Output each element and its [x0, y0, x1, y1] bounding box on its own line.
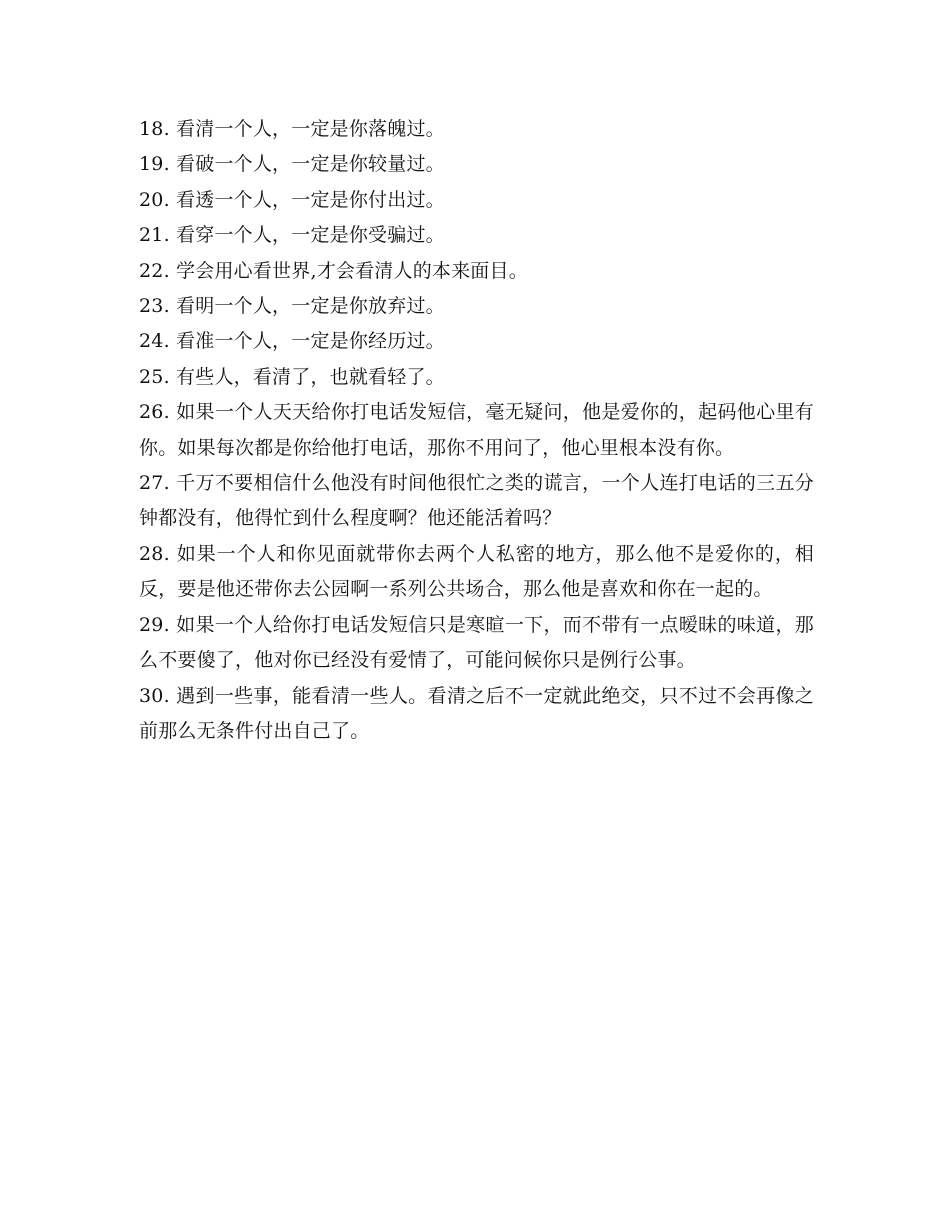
list-item: 28. 如果一个人和你见面就带你去两个人私密的地方，那么他不是爱你的，相反，要是他还带你去公园啊一系列公共场合，那么他是喜欢和你在一起的。 — [139, 542, 814, 601]
list-item: 27. 千万不要相信什么他没有时间他很忙之类的谎言，一个人连打电话的三五分钟都没有，他得忙到什么程度啊？他还能活着吗？ — [139, 472, 814, 530]
list-item: 30. 遇到一些事，能看清一些人。看清之后不一定就此绝交，只不过不会再像之前那么无条件付出自己了。 — [139, 684, 814, 742]
list-item: 26. 如果一个人天天给你打电话发短信，毫无疑问，他是爱你的，起码他心里有你。如果每次都是你给他打电话，那你不用问了，他心里根本没有你。 — [139, 401, 814, 459]
list-item: 22. 学会用心看世界,才会看清人的本来面目。 — [139, 259, 528, 282]
list-item: 21. 看穿一个人，一定是你受骗过。 — [139, 224, 445, 247]
list-item: 24. 看准一个人，一定是你经历过。 — [139, 330, 445, 353]
document-body — [139, 112, 814, 749]
list-item: 20. 看透一个人，一定是你付出过。 — [139, 188, 445, 211]
list-item: 19. 看破一个人，一定是你较量过。 — [139, 153, 445, 176]
list-item: 25. 有些人，看清了，也就看轻了。 — [139, 365, 445, 388]
list-item: 29. 如果一个人给你打电话发短信只是寒暄一下，而不带有一点暧昧的味道，那么不要傻了，他对你已经没有爱情了，可能问候你只是例行公事。 — [139, 613, 814, 672]
list-item: 23. 看明一个人，一定是你放弃过。 — [139, 295, 445, 318]
list-item: 18. 看清一个人，一定是你落魄过。 — [139, 118, 445, 140]
